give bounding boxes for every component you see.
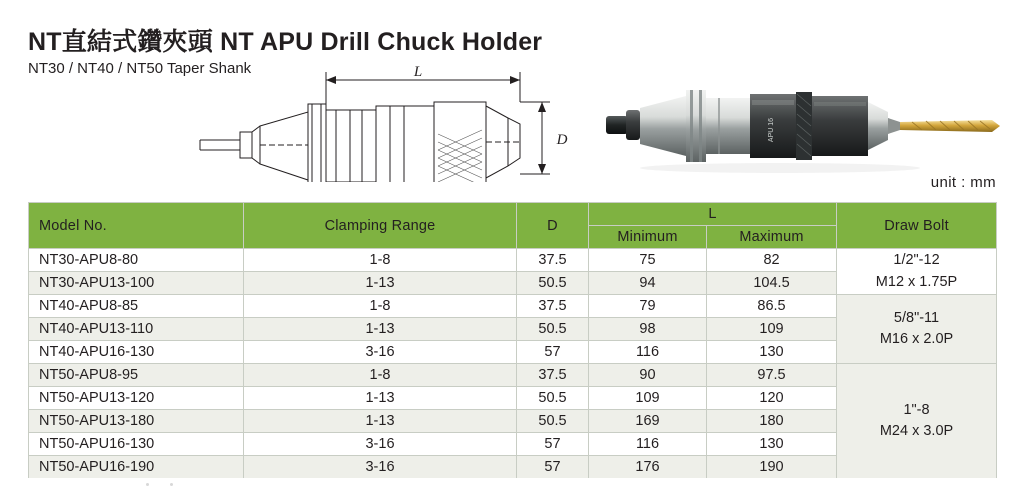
cell-l-min: 98 xyxy=(589,318,707,341)
header-l-minimum: Minimum xyxy=(589,226,707,249)
spec-table-wrapper xyxy=(28,202,996,479)
dimension-label-D: D xyxy=(556,132,568,148)
cell-l-max: 130 xyxy=(707,341,837,364)
draw-bolt-line2: M16 x 2.0P xyxy=(879,331,954,347)
cell-model: NT50-APU16-130 xyxy=(29,433,244,456)
cell-l-max: 190 xyxy=(707,456,837,479)
cell-l-max: 82 xyxy=(707,249,837,272)
cell-clamping: 1-8 xyxy=(244,295,517,318)
cell-d: 50.5 xyxy=(517,318,589,341)
cell-d: 57 xyxy=(517,456,589,479)
cell-clamping: 1-8 xyxy=(244,249,517,272)
table-row xyxy=(29,295,997,318)
table-row xyxy=(29,364,997,387)
spec-table xyxy=(28,202,997,479)
draw-bolt-line2: M12 x 1.75P xyxy=(875,273,958,290)
cell-clamping: 1-8 xyxy=(244,364,517,387)
cell-l-min: 176 xyxy=(589,456,707,479)
header-l-maximum: Maximum xyxy=(707,226,837,249)
cell-l-min: 116 xyxy=(589,341,707,364)
product-photo xyxy=(600,70,1010,182)
cell-l-min: 116 xyxy=(589,433,707,456)
cell-l-min: 94 xyxy=(589,272,707,295)
cell-d: 50.5 xyxy=(517,272,589,295)
cell-clamping: 1-13 xyxy=(244,318,517,341)
cell-model: NT30-APU8-80 xyxy=(29,249,244,272)
cell-d: 50.5 xyxy=(517,387,589,410)
page-bottom-strip xyxy=(0,478,1024,488)
header-clamping-range: Clamping Range xyxy=(244,203,517,249)
svg-text:APU 16: APU 16 xyxy=(768,117,775,143)
cell-draw-bolt xyxy=(837,364,997,479)
draw-bolt-line2: M24 x 3.0P xyxy=(879,423,954,439)
cell-l-min: 75 xyxy=(589,249,707,272)
cell-l-max: 130 xyxy=(707,433,837,456)
cell-l-min: 79 xyxy=(589,295,707,318)
cell-model: NT50-APU13-180 xyxy=(29,410,244,433)
cell-d: 37.5 xyxy=(517,364,589,387)
cell-model: NT50-APU13-120 xyxy=(29,387,244,410)
cell-clamping: 3-16 xyxy=(244,341,517,364)
draw-bolt-line1: 1/2"-12 xyxy=(893,252,940,269)
cell-l-min: 109 xyxy=(589,387,707,410)
page-title: NT直結式鑽夾頭 NT APU Drill Chuck Holder xyxy=(28,28,543,56)
table-body xyxy=(29,249,997,479)
table-header xyxy=(29,203,997,249)
cell-model: NT50-APU16-190 xyxy=(29,456,244,479)
cell-clamping: 3-16 xyxy=(244,433,517,456)
cell-l-max: 180 xyxy=(707,410,837,433)
cell-model: NT50-APU8-95 xyxy=(29,364,244,387)
cell-clamping: 3-16 xyxy=(244,456,517,479)
unit-note: unit : mm xyxy=(930,174,996,191)
page-subtitle: NT30 / NT40 / NT50 Taper Shank xyxy=(28,60,252,77)
cell-model: NT40-APU13-110 xyxy=(29,318,244,341)
cell-clamping: 1-13 xyxy=(244,410,517,433)
draw-bolt-line1: 5/8"-11 xyxy=(893,309,940,326)
cell-l-max: 97.5 xyxy=(707,364,837,387)
table-row xyxy=(29,249,997,272)
cell-model: NT40-APU16-130 xyxy=(29,341,244,364)
cell-l-min: 90 xyxy=(589,364,707,387)
cell-l-max: 104.5 xyxy=(707,272,837,295)
cell-clamping: 1-13 xyxy=(244,387,517,410)
cell-model: NT40-APU8-85 xyxy=(29,295,244,318)
cell-l-max: 120 xyxy=(707,387,837,410)
cell-l-max: 86.5 xyxy=(707,295,837,318)
cell-model: NT30-APU13-100 xyxy=(29,272,244,295)
header-model: Model No. xyxy=(29,203,244,249)
cell-d: 50.5 xyxy=(517,410,589,433)
cell-l-min: 169 xyxy=(589,410,707,433)
cell-l-max: 109 xyxy=(707,318,837,341)
header-draw-bolt: Draw Bolt xyxy=(837,203,997,249)
cell-clamping: 1-13 xyxy=(244,272,517,295)
header-d: D xyxy=(517,203,589,249)
dimension-label-L: L xyxy=(413,64,423,80)
cell-d: 57 xyxy=(517,341,589,364)
cell-d: 37.5 xyxy=(517,295,589,318)
cell-d: 57 xyxy=(517,433,589,456)
cell-draw-bolt xyxy=(837,295,997,364)
cell-draw-bolt xyxy=(837,249,997,295)
technical-drawing xyxy=(190,62,570,182)
cell-d: 37.5 xyxy=(517,249,589,272)
draw-bolt-line1: 1"-8 xyxy=(903,401,930,418)
header-l: L xyxy=(589,203,837,226)
